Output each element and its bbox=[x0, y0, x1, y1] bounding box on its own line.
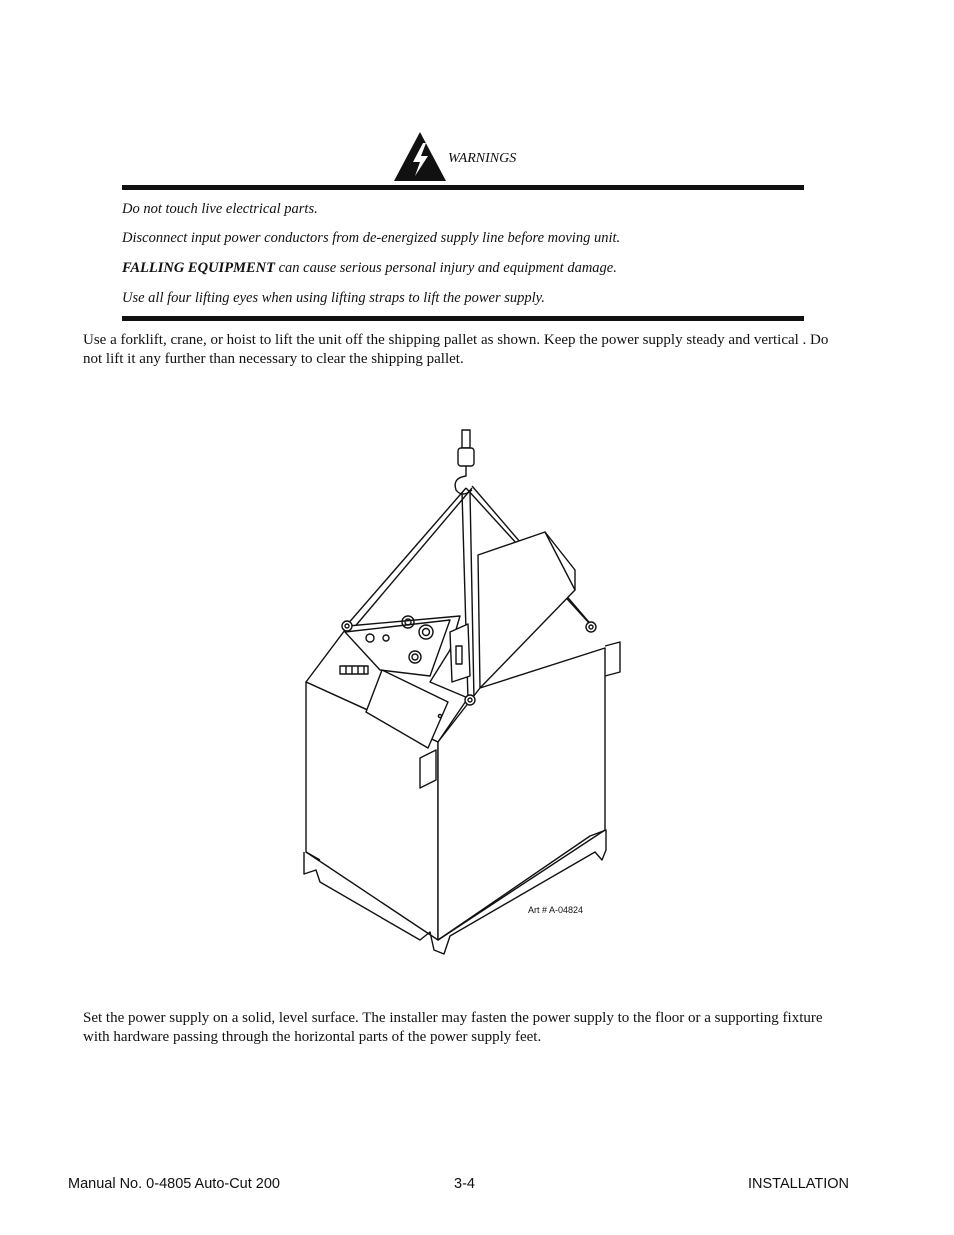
warning-bottom-rule bbox=[122, 316, 804, 321]
placement-instructions: Set the power supply on a solid, level surface. The installer may fasten the power supply to the floor or a supporting fixture with hardware passing through the horizontal parts of the power supply feet. bbox=[83, 1010, 823, 1045]
art-number: Art # A-04824 bbox=[528, 905, 584, 915]
warning-line: Disconnect input power conductors from de-energized supply line before moving unit. bbox=[122, 230, 621, 246]
electric-shock-warning-icon bbox=[392, 131, 448, 183]
footer-manual-number: Manual No. 0-4805 Auto-Cut 200 bbox=[68, 1176, 280, 1192]
footer-section: INSTALLATION bbox=[748, 1176, 849, 1192]
warning-header bbox=[392, 131, 516, 183]
warning-top-rule bbox=[122, 185, 804, 190]
lifting-instructions: Use a forklift, crane, or hoist to lift the unit off the shipping pallet as shown. Keep the power supply steady and vertical . Do not lift it any further than necessary to clear the shipping pallet. bbox=[83, 332, 829, 367]
warning-line: Use all four lifting eyes when using lifting straps to lift the power supply. bbox=[122, 290, 545, 306]
footer-page-number: 3-4 bbox=[454, 1176, 475, 1192]
warnings-title: WARNINGS bbox=[448, 151, 517, 166]
power-supply-lifting-illustration bbox=[290, 420, 650, 960]
warning-line: Do not touch live electrical parts. bbox=[122, 201, 318, 217]
warning-line-falling-equipment: FALLING EQUIPMENT can cause serious personal injury and equipment damage. bbox=[122, 260, 617, 276]
